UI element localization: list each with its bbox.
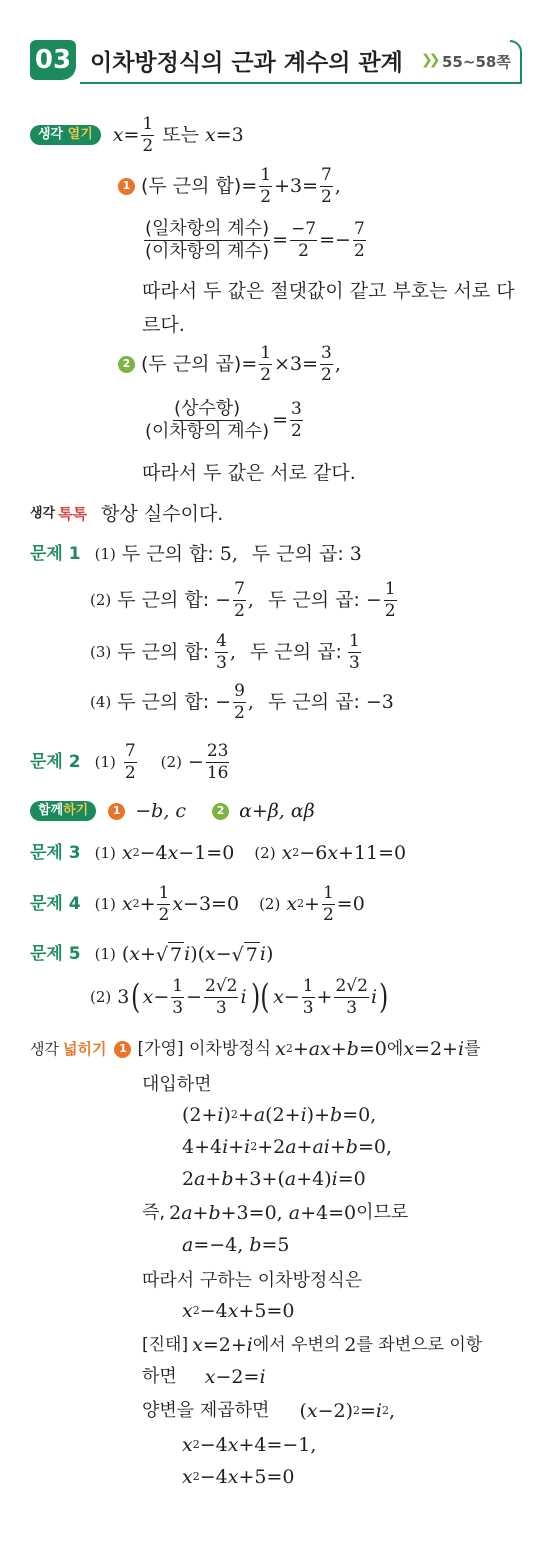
problem-2-line: 문제 2 (1) $\frac{7}{2}$ (2) − $\frac{23}{16}$ — [30, 740, 229, 783]
chevron-right-icon: ❯❯ — [421, 52, 437, 68]
expand-eq-8: x 2 −4 x +5=0 — [182, 1466, 295, 1488]
think-open-badge: 생각 열기 — [30, 125, 101, 145]
expand-eq-6: x 2 −4 x +5=0 — [182, 1300, 295, 1322]
circled-2-icon: 2 — [118, 356, 135, 373]
header-rule-cap — [510, 40, 522, 84]
expand-eq-5: a =−4, b =5 — [182, 1234, 290, 1256]
problem-1-line-3: (3) 두 근의 합: $\frac{4}{3}$ , 두 근의 곱: $\frac{1}{3}$ — [90, 630, 360, 673]
expand-eq-1: (2+ i ) 2 + a (2+ i )+ b =0, — [182, 1104, 377, 1126]
problem-1-line-1: 문제 1 (1) 두 근의 합: 5 , 두 근의 곱: 3 — [30, 543, 362, 565]
together-line: 함께 하기 1 −b, c 2 α+β, αβ — [30, 798, 315, 824]
open-item-1-conclusion: 따라서 두 값은 절댓값이 같고 부호는 서로 다 — [142, 280, 515, 302]
open-item-2-conclusion: 따라서 두 값은 서로 같다. — [142, 462, 356, 484]
problem-5-line-2: (2) 3 ( x − $\frac{1}{3}$ − $\frac{2√2}{3}$ i )( x − $\frac{1}{3}$ + $\frac{2√2}{3}$ i ) — [90, 975, 389, 1018]
expand-then-line: 하면 x −2= i — [142, 1366, 266, 1388]
circled-1-icon: 1 — [108, 803, 125, 820]
expand-eq-3: 2 a + b +3+( a +4) i =0 — [182, 1168, 366, 1190]
header-rule — [80, 82, 520, 84]
expand-substitute: 대입하면 — [142, 1074, 212, 1095]
think-toktok-line: 생각 톡톡 항상 실수이다. — [30, 503, 224, 525]
expand-eq-7: x 2 −4 x +4=−1, — [182, 1434, 317, 1456]
problem-1-line-2: (2) 두 근의 합: − $\frac{7}{2}$ , 두 근의 곱: − $\frac{1}{2}$ — [90, 578, 396, 621]
expand-jintae-line: [진태] x =2+ i 에서 우변의 2 를 좌변으로 이항 — [142, 1334, 483, 1356]
section-number-badge — [30, 40, 76, 80]
open-item-1-sum: 1 (두 근의 합) = $\frac{1}{2}$ +3= $\frac{7}{2}$ , — [118, 168, 341, 204]
expand-eq-2: 4+4 i + i 2 +2 a + ai + b =0, — [182, 1136, 393, 1158]
open-item-1-ratio: $\frac{\text{(일차항의 계수)}}{\text{(이차항의 계수)}}$ = $\frac{-7}{2}$ =− $\frac{7}{2}$ — [145, 217, 365, 262]
expand-therefore: 따라서 구하는 이차방정식은 — [142, 1270, 363, 1291]
together-badge: 함께 하기 — [30, 801, 96, 821]
problem-1-line-4: (4) 두 근의 합: − $\frac{9}{2}$ , 두 근의 곱: −3 — [90, 680, 394, 723]
circled-1-icon: 1 — [114, 1041, 131, 1058]
expand-eq-4: 즉, 2 a + b +3=0, a +4=0 이므로 — [142, 1202, 409, 1224]
open-answer-line: 생각 열기 x = $\frac{1}{2}$ 또는 x =3 — [30, 118, 244, 152]
problem-3-line: 문제 3 (1) x 2 −4 x −1=0 (2) x 2 −6 x +11=0 — [30, 842, 407, 864]
open-item-2-ratio: $\frac{\text{(상수항)}}{\text{(이차항의 계수)}}$ = $\frac{3}{2}$ — [145, 397, 302, 442]
open-item-1-conclusion-2: 르다. — [142, 314, 185, 336]
section-number: 03 — [34, 45, 72, 75]
expand-line-1: 생각 넓히기 1 [가영] 이차방정식 x 2 + ax + b =0 에 x =2+ i 를 — [30, 1038, 481, 1060]
expand-square-line: 양변을 제곱하면 ( x −2) 2 = i 2 , — [142, 1400, 396, 1422]
section-title: 이차방정식의 근과 계수의 관계 — [90, 50, 403, 76]
circled-2-icon: 2 — [212, 803, 229, 820]
circled-1-icon: 1 — [118, 178, 135, 195]
page-range: 55~58쪽 — [442, 53, 511, 71]
problem-4-line: 문제 4 (1) x 2 + $\frac{1}{2}$ x −3=0 (2) x 2 + $\frac{1}{2}$ =0 — [30, 882, 365, 925]
open-item-2-product: 2 (두 근의 곱) = $\frac{1}{2}$ ×3= $\frac{3}{2}$ , — [118, 346, 341, 382]
problem-5-line-1: 문제 5 (1) ( x + √ 7 i )( x − √ 7 i ) — [30, 943, 274, 966]
